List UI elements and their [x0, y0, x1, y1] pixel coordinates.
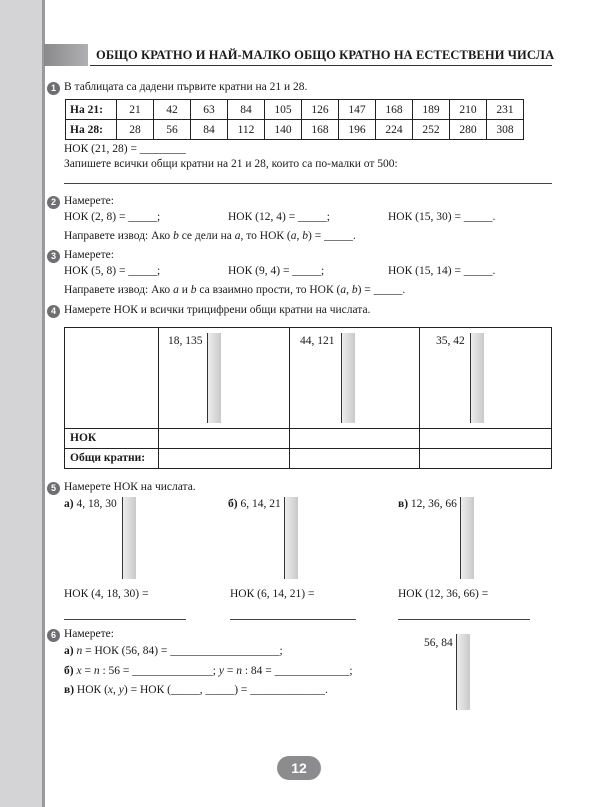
ex5-lcm-c: НОК (12, 36, 66) =: [398, 588, 489, 600]
text-run: и: [178, 284, 191, 296]
task-label: б): [228, 498, 238, 510]
table-cell: 28: [117, 120, 154, 140]
header-bar: [44, 44, 88, 66]
grid-line: [158, 327, 159, 468]
exercise-3-instruction: Намерете:: [64, 249, 114, 261]
exercise-number-6: 6: [47, 629, 60, 642]
table-cell: 147: [339, 100, 376, 120]
text-run: = НОК (56, 84) = ___________________;: [82, 645, 283, 657]
pair-44-121: 44, 121: [300, 335, 335, 347]
task-numbers: 6, 14, 21: [240, 498, 281, 510]
text-run: =: [81, 665, 94, 677]
division-line: [460, 497, 461, 579]
text-run: Направете извод: Ако: [64, 284, 174, 296]
text-run: : 84 = _____________;: [241, 665, 353, 677]
table-cell: 42: [154, 100, 191, 120]
exercise-2-instruction: Намерете:: [64, 195, 114, 207]
text-run: , то НОК (: [240, 230, 291, 242]
answer-line: [398, 619, 530, 620]
division-line: [470, 333, 471, 423]
variable-n: n: [93, 665, 100, 677]
exercise-4-instruction: Намерете НОК и всички трицифрени общи кратни на числата.: [64, 304, 371, 316]
ex2-conclusion: [64, 230, 356, 242]
variable-b: b: [351, 284, 358, 296]
title-underline: [90, 65, 552, 66]
table-cell: 210: [450, 100, 487, 120]
text-run: ,: [113, 684, 119, 696]
task-label: а): [64, 645, 74, 657]
row-label-lcm: НОК: [70, 432, 97, 444]
division-strip: [284, 497, 298, 579]
answer-line: [64, 183, 552, 184]
variable-y: y: [218, 665, 224, 677]
division-line: [284, 497, 285, 579]
exercise-1-instruction: В таблицата са дадени първите кратни на 21 и 28.: [64, 81, 308, 93]
ex2-lcm-b: НОК (12, 4) = _____;: [228, 211, 330, 223]
table-cell: 84: [228, 100, 265, 120]
task-numbers: 4, 18, 30: [76, 498, 117, 510]
table-cell: 84: [191, 120, 228, 140]
sidebar-edge: [42, 0, 45, 807]
table-cell: 105: [265, 100, 302, 120]
division-line: [456, 634, 457, 710]
variable-x: x: [107, 684, 114, 696]
text-run: са взаимно прости, то НОК (: [196, 284, 341, 296]
variable-b: b: [190, 284, 197, 296]
exercise-6-instruction: Намерете:: [64, 628, 114, 640]
division-strip: [207, 333, 221, 423]
table-cell: 231: [487, 100, 524, 120]
division-strip: [341, 333, 355, 423]
variable-y: y: [118, 684, 124, 696]
division-strip: [456, 634, 470, 710]
task-label: в): [64, 684, 75, 696]
grid-line: [64, 428, 551, 429]
division-strip: [122, 497, 136, 579]
ex6-task-b: [64, 665, 353, 677]
ex5-lcm-a: НОК (4, 18, 30) =: [64, 588, 149, 600]
ex5-task-b: [228, 498, 281, 510]
text-run: : 56 = ______________;: [99, 665, 219, 677]
pair-35-42: 35, 42: [436, 335, 465, 347]
task-label: в): [398, 498, 409, 510]
text-run: Направете извод: Ако: [64, 230, 174, 242]
division-strip: [460, 497, 474, 579]
variable-n: n: [76, 645, 83, 657]
common-multiples-prompt: Запишете всички общи кратни на 21 и 28, които са по-малки от 500:: [64, 158, 398, 170]
ex5-task-a: [64, 498, 117, 510]
exercise-number-1: 1: [47, 82, 60, 95]
table-row: [66, 120, 524, 140]
multiples-table: [65, 99, 524, 140]
page-number: 12: [277, 756, 321, 780]
variable-b: b: [173, 230, 179, 242]
pair-18-135: 18, 135: [168, 335, 203, 347]
ex6-task-a: [64, 645, 283, 657]
row-label-28: На 28:: [66, 120, 117, 140]
table-cell: 196: [339, 120, 376, 140]
division-line: [341, 333, 342, 423]
table-row: [66, 100, 524, 120]
ex2-lcm-a: НОК (2, 8) = _____;: [64, 211, 161, 223]
ex3-lcm-c: НОК (15, 14) = _____.: [388, 265, 496, 277]
pair-56-84: 56, 84: [424, 637, 453, 649]
exercise-number-2: 2: [47, 196, 60, 209]
row-label-common-multiples: Общи кратни:: [70, 452, 146, 464]
table-cell: 252: [413, 120, 450, 140]
text-run: ,: [296, 230, 303, 242]
lcm-21-28: НОК (21, 28) = ________: [64, 143, 186, 155]
grid-line: [64, 448, 551, 449]
table-cell: 56: [154, 120, 191, 140]
answer-line: [64, 619, 186, 620]
ex3-lcm-a: НОК (5, 8) = _____;: [64, 265, 161, 277]
task-label: б): [64, 665, 74, 677]
table-cell: 112: [228, 120, 265, 140]
row-label-21: На 21:: [66, 100, 117, 120]
text-run: ) = НОК (_____, _____) = _____________.: [123, 684, 328, 696]
exercise-number-5: 5: [47, 482, 60, 495]
table-cell: 189: [413, 100, 450, 120]
table-cell: 308: [487, 120, 524, 140]
exercise-number-3: 3: [47, 250, 60, 263]
variable-b: b: [302, 230, 309, 242]
text-run: ) = _____.: [357, 284, 406, 296]
page-title: ОБЩО КРАТНО И НАЙ-МАЛКО ОБЩО КРАТНО НА ЕСТЕСТВЕНИ ЧИСЛА: [96, 48, 555, 62]
table-cell: 280: [450, 120, 487, 140]
table-cell: 126: [302, 100, 339, 120]
ex2-lcm-c: НОК (15, 30) = _____.: [388, 211, 496, 223]
variable-a: a: [173, 284, 179, 296]
variable-a: a: [234, 230, 241, 242]
ex6-task-c: [64, 684, 328, 696]
variable-x: x: [76, 665, 82, 677]
text-run: НОК (: [76, 684, 108, 696]
ex5-lcm-b: НОК (6, 14, 21) =: [230, 588, 315, 600]
task-label: а): [64, 498, 74, 510]
task-numbers: 12, 36, 66: [410, 498, 457, 510]
variable-n: n: [236, 665, 242, 677]
page-sidebar: [0, 0, 44, 807]
table-cell: 168: [376, 100, 413, 120]
text-run: ,: [346, 284, 352, 296]
table-cell: 63: [191, 100, 228, 120]
ex3-lcm-b: НОК (9, 4) = _____;: [228, 265, 325, 277]
table-cell: 224: [376, 120, 413, 140]
exercise-number-4: 4: [47, 305, 60, 318]
exercise-5-instruction: Намерете НОК на числата.: [64, 481, 196, 493]
table-cell: 168: [302, 120, 339, 140]
division-strip: [470, 333, 484, 423]
grid-line: [289, 327, 290, 468]
text-run: ) = _____.: [308, 230, 356, 242]
text-run: =: [223, 665, 237, 677]
division-line: [207, 333, 208, 423]
ex5-task-c: [398, 498, 457, 510]
table-cell: 21: [117, 100, 154, 120]
division-line: [122, 497, 123, 579]
answer-line: [230, 619, 356, 620]
variable-a: a: [290, 230, 297, 242]
ex3-conclusion: [64, 284, 405, 296]
grid-line: [419, 327, 420, 468]
text-run: се дели на: [178, 230, 235, 242]
table-cell: 140: [265, 120, 302, 140]
variable-a: a: [340, 284, 347, 296]
